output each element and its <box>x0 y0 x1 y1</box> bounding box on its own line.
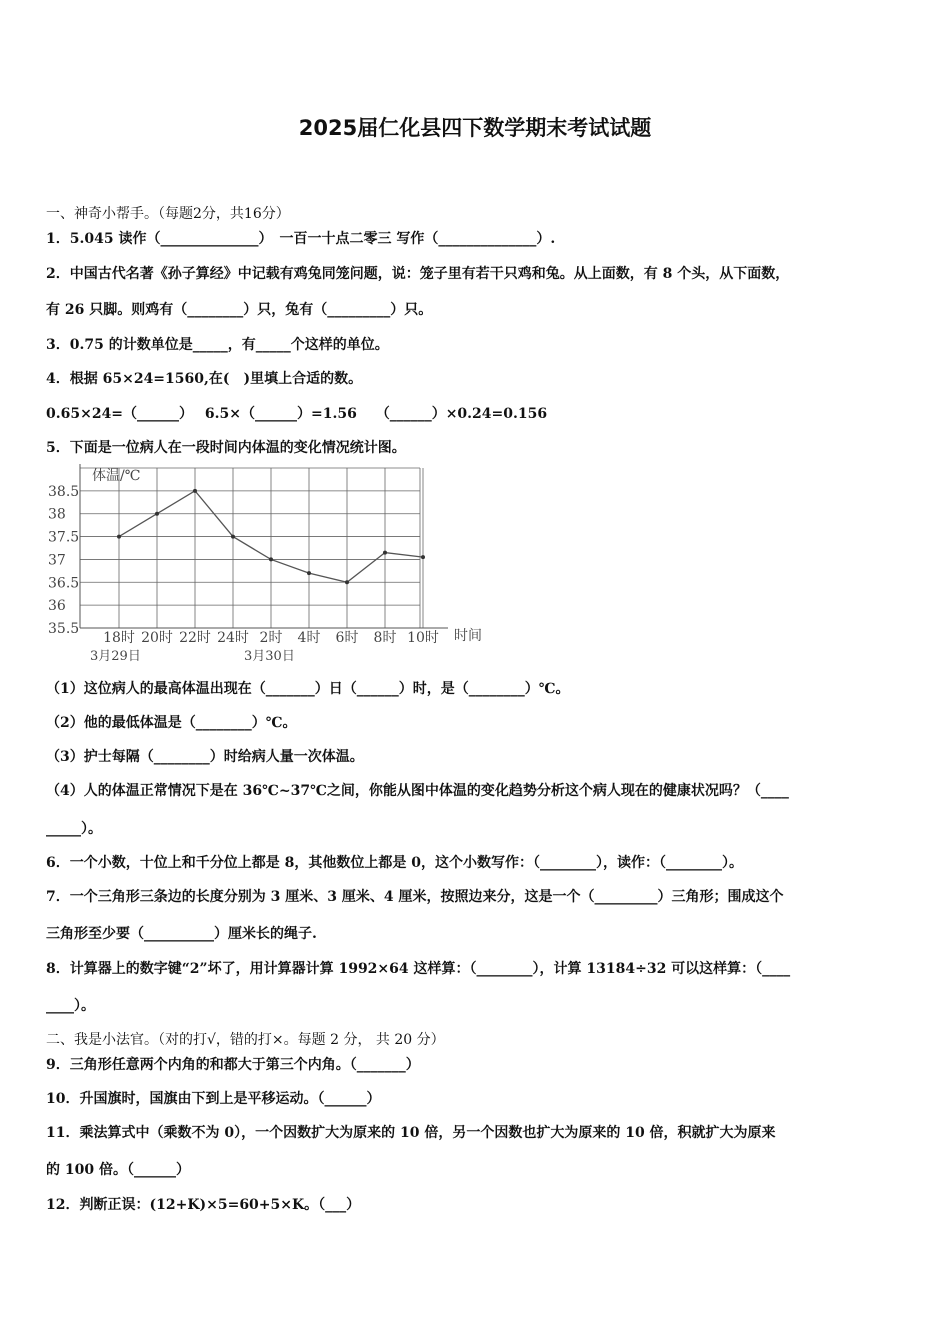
section1-heading: 一、神奇小帮手。（每题2分，共16分） <box>46 206 290 222</box>
question-5-4-line2: _____）。 <box>46 821 102 837</box>
chart-x-tick-label: 10时 <box>407 630 439 646</box>
chart-x-tick-labels <box>103 630 439 646</box>
question-4-line2: 0.65×24=（______） 6.5×（______）=1.56 （______）×0.24=0.156 <box>46 406 548 422</box>
chart-y-tick-labels <box>48 484 79 637</box>
section2-heading: 二、我是小法官。（对的打√，错的打×。每题 2 分， 共 20 分） <box>46 1032 445 1048</box>
chart-data-point <box>307 571 311 575</box>
question-9: 9．三角形任意两个内角的和都大于第三个内角。（_______） <box>46 1057 420 1073</box>
question-8-line1: 8．计算器上的数字键“2”坏了，用计算器计算 1992×64 这样算：（________），计算 13184÷32 可以这样算：（____ <box>46 961 791 977</box>
chart-data-point <box>345 580 349 584</box>
question-11-line2: 的 100 倍。（______） <box>46 1162 190 1178</box>
question-4-line1: 4．根据 65×24=1560,在( )里填上合适的数。 <box>46 371 363 387</box>
chart-date-label-2: 3月30日 <box>244 649 295 664</box>
chart-x-tick-label: 24时 <box>217 630 249 646</box>
chart-data-point <box>231 535 235 539</box>
chart-data-point <box>117 535 121 539</box>
chart-x-tick-label: 22时 <box>179 630 211 646</box>
question-5-3: （3）护士每隔（________）时给病人量一次体温。 <box>46 749 364 765</box>
chart-x-tick-label: 6时 <box>335 630 359 646</box>
question-2-line1: 2．中国古代名著《孙子算经》中记载有鸡兔同笼问题，说：笼子里有若干只鸡和兔。从上面数，有 8 个头，从下面数， <box>46 266 790 282</box>
chart-y-tick-label: 36.5 <box>48 575 80 592</box>
chart-y-tick-label: 37 <box>48 552 66 569</box>
chart-x-tick-label: 20时 <box>141 630 173 646</box>
chart-data-point <box>421 555 425 559</box>
question-10: 10．升国旗时，国旗由下到上是平移运动。（______） <box>46 1091 381 1107</box>
chart-y-tick-label: 38 <box>48 506 66 523</box>
chart-x-tick-label: 2时 <box>259 630 283 646</box>
question-5-4-line1: （4）人的体温正常情况下是在 36℃~37℃之间，你能从图中体温的变化趋势分析这个病人现在的健康状况吗？（____ <box>46 783 789 799</box>
question-12: 12．判断正误：(12+K)×5=60+5×K。（___） <box>46 1197 361 1213</box>
chart-data-point <box>193 489 197 493</box>
chart-data-point <box>155 512 159 516</box>
question-1: 1．5.045 读作（______________） 一百一十点二零三 写作（______________）. <box>46 231 556 247</box>
chart-y-axis-label: 体温/℃ <box>92 468 141 484</box>
question-7-line2: 三角形至少要（__________）厘米长的绳子. <box>46 926 317 942</box>
chart-x-tick-label: 18时 <box>103 630 135 646</box>
chart-y-tick-label: 38.5 <box>48 483 80 500</box>
chart-y-tick-label: 36 <box>48 598 66 615</box>
chart-date-label-1: 3月29日 <box>90 649 141 664</box>
question-5-2: （2）他的最低体温是（________）℃。 <box>46 715 297 731</box>
question-5-1: （1）这位病人的最高体温出现在（_______）日（______）时，是（________）℃。 <box>46 681 570 697</box>
question-11-line1: 11．乘法算式中（乘数不为 0），一个因数扩大为原来的 10 倍，另一个因数也扩大为原来的 10 倍，积就扩大为原来 <box>46 1125 776 1141</box>
chart-grid <box>80 464 448 628</box>
chart-y-tick-label: 35.5 <box>48 621 80 637</box>
question-6: 6．一个小数，十位上和千分位上都是 8，其他数位上都是 0，这个小数写作：（________），读作：（________）。 <box>46 855 743 871</box>
chart-data-point <box>269 557 273 561</box>
page-title: 2025届仁化县四下数学期末考试试题 <box>298 116 652 140</box>
question-5: 5．下面是一位病人在一段时间内体温的变化情况统计图。 <box>46 440 406 456</box>
question-3: 3．0.75 的计数单位是_____，有_____个这样的单位。 <box>46 337 389 353</box>
chart-x-tick-label: 8时 <box>373 630 397 646</box>
chart-y-tick-label: 37.5 <box>48 529 80 546</box>
chart-data-point <box>383 551 387 555</box>
chart-x-tick-label: 4时 <box>297 630 321 646</box>
question-7-line1: 7．一个三角形三条边的长度分别为 3 厘米、3 厘米、4 厘米，按照边来分，这是一个（_________）三角形；围成这个 <box>46 889 784 905</box>
temperature-line-chart <box>44 462 494 666</box>
question-2-line2: 有 26 只脚。则鸡有（________）只，兔有（_________）只。 <box>46 302 433 318</box>
chart-x-axis-label: 时间 <box>454 628 482 644</box>
question-8-line2: ____）。 <box>46 998 95 1014</box>
